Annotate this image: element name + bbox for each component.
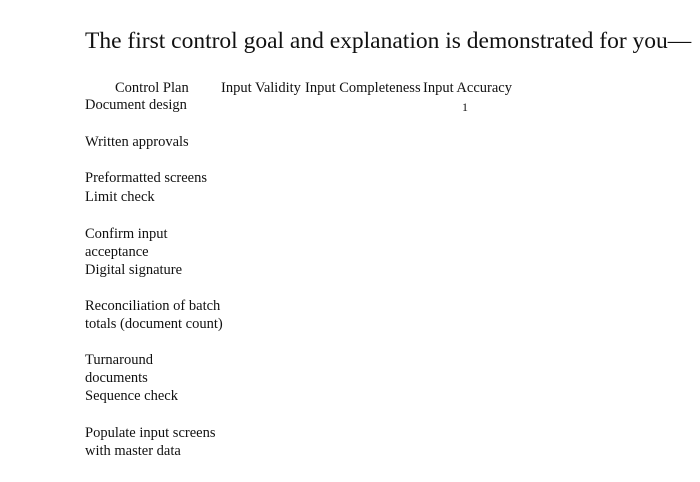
row-turnaround-documents: Turnaround documents	[85, 352, 153, 386]
page-heading: The first control goal and explanation is demonstrated for you—	[85, 28, 692, 54]
row-limit-check: Limit check	[85, 189, 155, 205]
cell-document-design-accuracy: 1	[462, 100, 468, 114]
header-input-accuracy: Input Accuracy	[423, 80, 512, 96]
header-input-completeness: Input Completeness	[305, 80, 421, 96]
header-input-validity: Input Validity	[221, 80, 301, 96]
header-control-plan: Control Plan	[115, 80, 189, 96]
row-sequence-check: Sequence check	[85, 388, 178, 404]
row-reconciliation-batch-totals: Reconciliation of batch totals (document count)	[85, 298, 223, 332]
row-confirm-input-acceptance: Confirm input acceptance	[85, 226, 168, 260]
row-document-design: Document design	[85, 97, 187, 113]
row-digital-signature: Digital signature	[85, 262, 183, 278]
row-populate-input-screens: Populate input screens with master data	[85, 425, 216, 459]
row-preformatted-screens: Preformatted screens	[85, 170, 207, 186]
row-written-approvals: Written approvals	[85, 134, 189, 150]
clipped-top-edge	[0, 0, 700, 4]
